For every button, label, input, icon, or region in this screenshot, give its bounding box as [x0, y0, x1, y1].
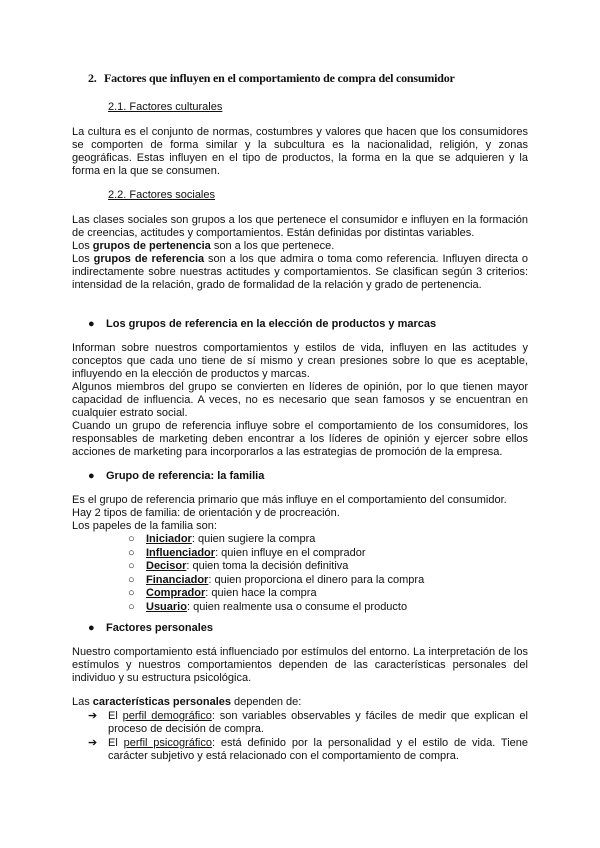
list-item: ○ Influenciador: quien influye en el comprador: [128, 546, 366, 559]
pertenencia-term: grupos de pertenencia: [92, 240, 211, 252]
list-item: ○ Iniciador: quien sugiere la compra: [128, 533, 316, 545]
section-title: Factores que influyen en el comportamiento de compra del consumidor: [104, 71, 455, 85]
arrow-icon: ➔: [88, 710, 98, 722]
list-item: ➔ El perfil demográfico: son variables observables y fáciles de medir que explican el proceso de decisión de compra.: [88, 710, 528, 735]
list-item: ○ Usuario: quien realmente usa o consume el producto: [128, 600, 408, 613]
referencia-term: grupos de referencia: [93, 253, 205, 265]
familia-paragraph: Es el grupo de referencia primario que más influye en el comportamiento del consumidor. Hay 2 tipos de familia: de orientación y de procreación. Los papeles de la familia son:: [72, 494, 507, 532]
section-number: 2.: [88, 71, 97, 85]
list-item: ○ Financiador: quien proporciona el dinero para la compra: [128, 573, 425, 586]
personales-paragraph: Nuestro comportamiento está influenciado por estímulos del entorno. La interpretación de los estímulos y nuestros comportamientos dependen de las características personales del individuo y su estructura psicológica.: [72, 646, 528, 684]
caracteristicas-line: Las características personales dependen de:: [72, 696, 302, 708]
arrow-icon: ➔: [88, 737, 98, 749]
social-paragraph: [72, 214, 528, 292]
bullet-heading-grupos-referencia: ● Los grupos de referencia en la elección de productos y marcas: [88, 318, 437, 330]
list-item: ○ Comprador: quien hace la compra: [128, 587, 317, 599]
perfil-list: [88, 710, 528, 764]
section-heading: [88, 72, 548, 85]
grupos-referencia-paragraph: Informan sobre nuestros comportamientos y estilos de vida, influyen en las actitudes y conceptos que cada uno tiene de sí mismo y crean presiones sobre lo que es aceptable, influyendo en la elección de productos y marcas. Algunos miembros del grupo se convierten en líderes de opinión, por lo que tienen mayor capacidad de influencia. A veces, no es necesario que sean famosos y se encuentran en cualquier estrato social. Cuando un grupo de referencia influye sobre el comportamiento de los consumidores, los responsables de marketing deben encontrar a los líderes de opinión y ejercer sobre ellos acciones de marketing para incorporarlos a las estrategias de promoción de la empresa.: [72, 342, 528, 458]
referencia-line: Los grupos de referencia son a los que admira o toma como referencia. Influyen directa o indirectamente sobre nuestras actitudes y comportamientos. Se clasifican según 3 criterios: intensidad de la relación, grado de formalidad de la relación y grado de pertenencia.: [72, 253, 528, 291]
cultural-paragraph: La cultura es el conjunto de normas, costumbres y valores que hacen que los consumidores se comporten de forma similar y la subcultura es la nacionalidad, religión, y zonas geográficas. Estas influyen en el tipo de productos, la forma en la que se adquieren y la forma en la que se consumen.: [72, 126, 528, 177]
subheading-cultural: 2.1. Factores culturales: [108, 101, 223, 113]
list-item: ➔ El perfil psicográfico: está definido por la personalidad y el estilo de vida. Tiene carácter subjetivo y está relacionado con el comportamiento de compra.: [88, 737, 529, 762]
pertenencia-line: Los grupos de pertenencia son a los que pertenece.: [72, 240, 335, 252]
bullet-heading-personales: ● Factores personales: [88, 622, 213, 634]
list-item: ○ Decisor: quien toma la decisión definitiva: [128, 560, 349, 572]
caracteristicas-term: características personales: [92, 696, 231, 708]
bullet-dot: ●: [88, 470, 95, 482]
social-intro: Las clases sociales son grupos a los que pertenece el consumidor e influyen en la formación de creencias, actitudes y comportamientos. Están definidas por distintas variables.: [72, 214, 528, 239]
bullet-dot: ●: [88, 318, 95, 330]
family-roles-list: [128, 533, 528, 614]
bullet-heading-familia: ● Grupo de referencia: la familia: [88, 470, 265, 482]
subheading-social: 2.2. Factores sociales: [108, 189, 215, 201]
bullet-dot: ●: [88, 622, 95, 634]
